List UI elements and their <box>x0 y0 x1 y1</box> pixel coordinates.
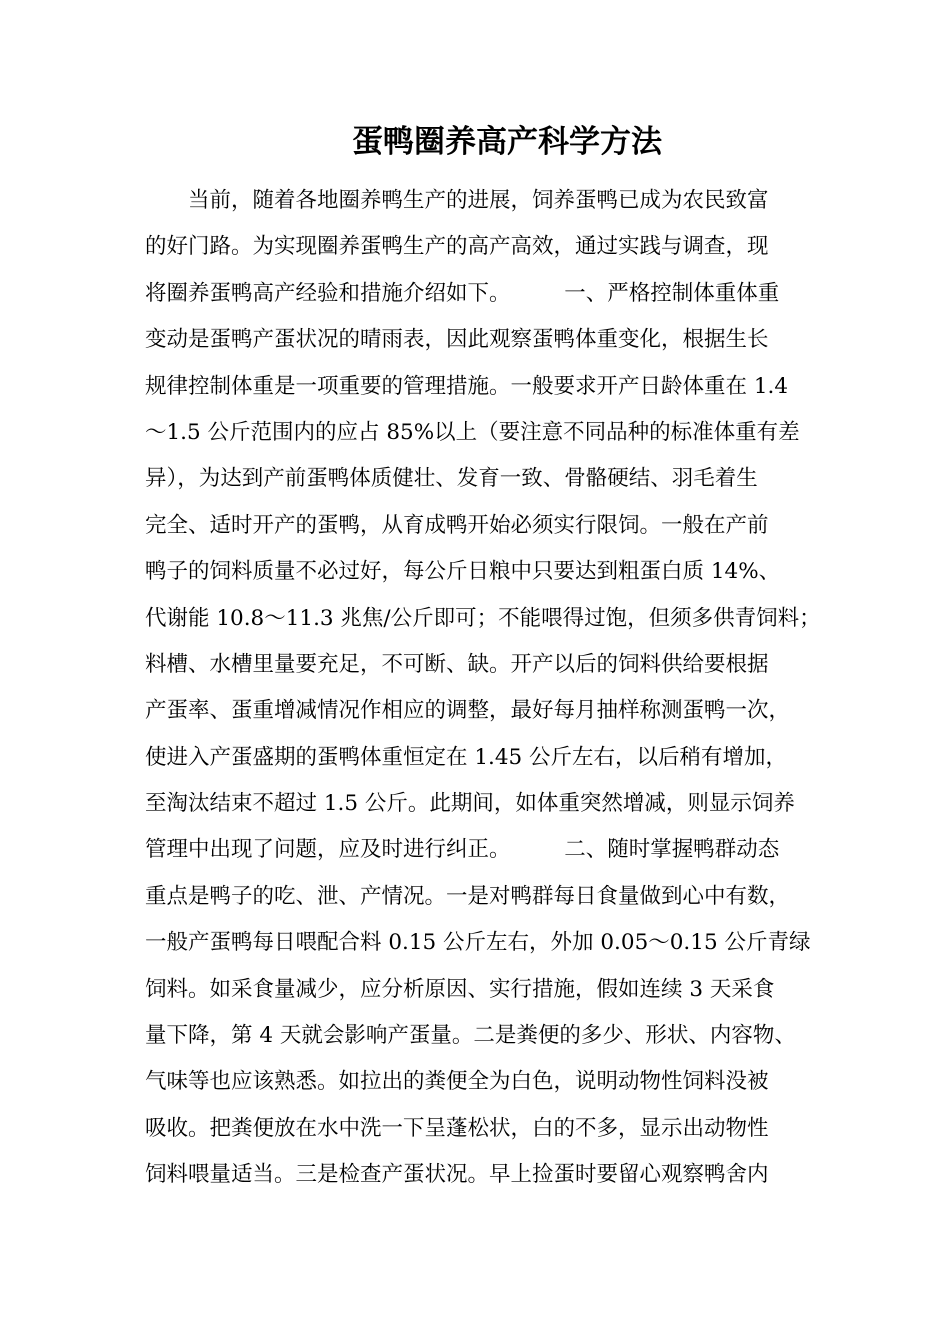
body-line: ～1.5 公斤范围内的应占 85%以上（要注意不同品种的标准体重有差 <box>145 419 800 445</box>
body-line: 变动是蛋鸭产蛋状况的晴雨表，因此观察蛋鸭体重变化，根据生长 <box>145 327 769 353</box>
body-line: 至淘汰结束不超过 1.5 公斤。此期间，如体重突然增减，则显示饲养 <box>145 791 795 817</box>
body-line: 吸收。把粪便放在水中洗一下呈蓬松状，白的不多，显示出动物性 <box>145 1115 769 1141</box>
body-line: 气味等也应该熟悉。如拉出的粪便全为白色，说明动物性饲料没被 <box>145 1069 769 1095</box>
body-line: 量下降，第 4 天就会影响产蛋量。二是粪便的多少、形状、内容物、 <box>145 1023 796 1049</box>
body-line: 规律控制体重是一项重要的管理措施。一般要求开产日龄体重在 1.4 <box>145 373 789 399</box>
body-line: 管理中出现了问题，应及时进行纠正。 二、随时掌握鸭群动态 <box>145 837 780 863</box>
body-line: 的好门路。为实现圈养蛋鸭生产的高产高效，通过实践与调查，现 <box>145 234 769 260</box>
body-line: 产蛋率、蛋重增减情况作相应的调整，最好每月抽样称测蛋鸭一次， <box>145 698 791 724</box>
document-title: 蛋鸭圈养高产科学方法 <box>352 124 662 160</box>
body-line: 完全、适时开产的蛋鸭，从育成鸭开始必须实行限饲。一般在产前 <box>145 512 769 538</box>
body-line: 饲料喂量适当。三是检查产蛋状况。早上捡蛋时要留心观察鸭舍内 <box>145 1162 769 1188</box>
body-line: 鸭子的饲料质量不必过好，每公斤日粮中只要达到粗蛋白质 14%、 <box>145 559 781 585</box>
body-line: 重点是鸭子的吃、泄、产情况。一是对鸭群每日食量做到心中有数， <box>145 883 791 909</box>
body-line: 使进入产蛋盛期的蛋鸭体重恒定在 1.45 公斤左右，以后稍有增加， <box>145 744 788 770</box>
body-line: 饲料。如采食量减少，应分析原因、实行措施，假如连续 3 天采食 <box>145 976 775 1002</box>
body-line: 当前，随着各地圈养鸭生产的进展，饲养蛋鸭已成为农民致富 <box>145 188 769 213</box>
body-line: 异），为达到产前蛋鸭体质健壮、发育一致、骨骼硬结、羽毛着生 <box>145 466 758 492</box>
body-line: 将圈养蛋鸭高产经验和措施介绍如下。 一、严格控制体重体重 <box>145 280 780 306</box>
body-line: 料槽、水槽里量要充足，不可断、缺。开产以后的饲料供给要根据 <box>145 651 769 677</box>
body-line: 代谢能 10.8～11.3 兆焦/公斤即可；不能喂得过饱，但须多供青饲料； <box>145 605 821 631</box>
body-line: 一般产蛋鸭每日喂配合料 0.15 公斤左右，外加 0.05～0.15 公斤青绿 <box>145 930 811 956</box>
document-body <box>145 178 845 1199</box>
